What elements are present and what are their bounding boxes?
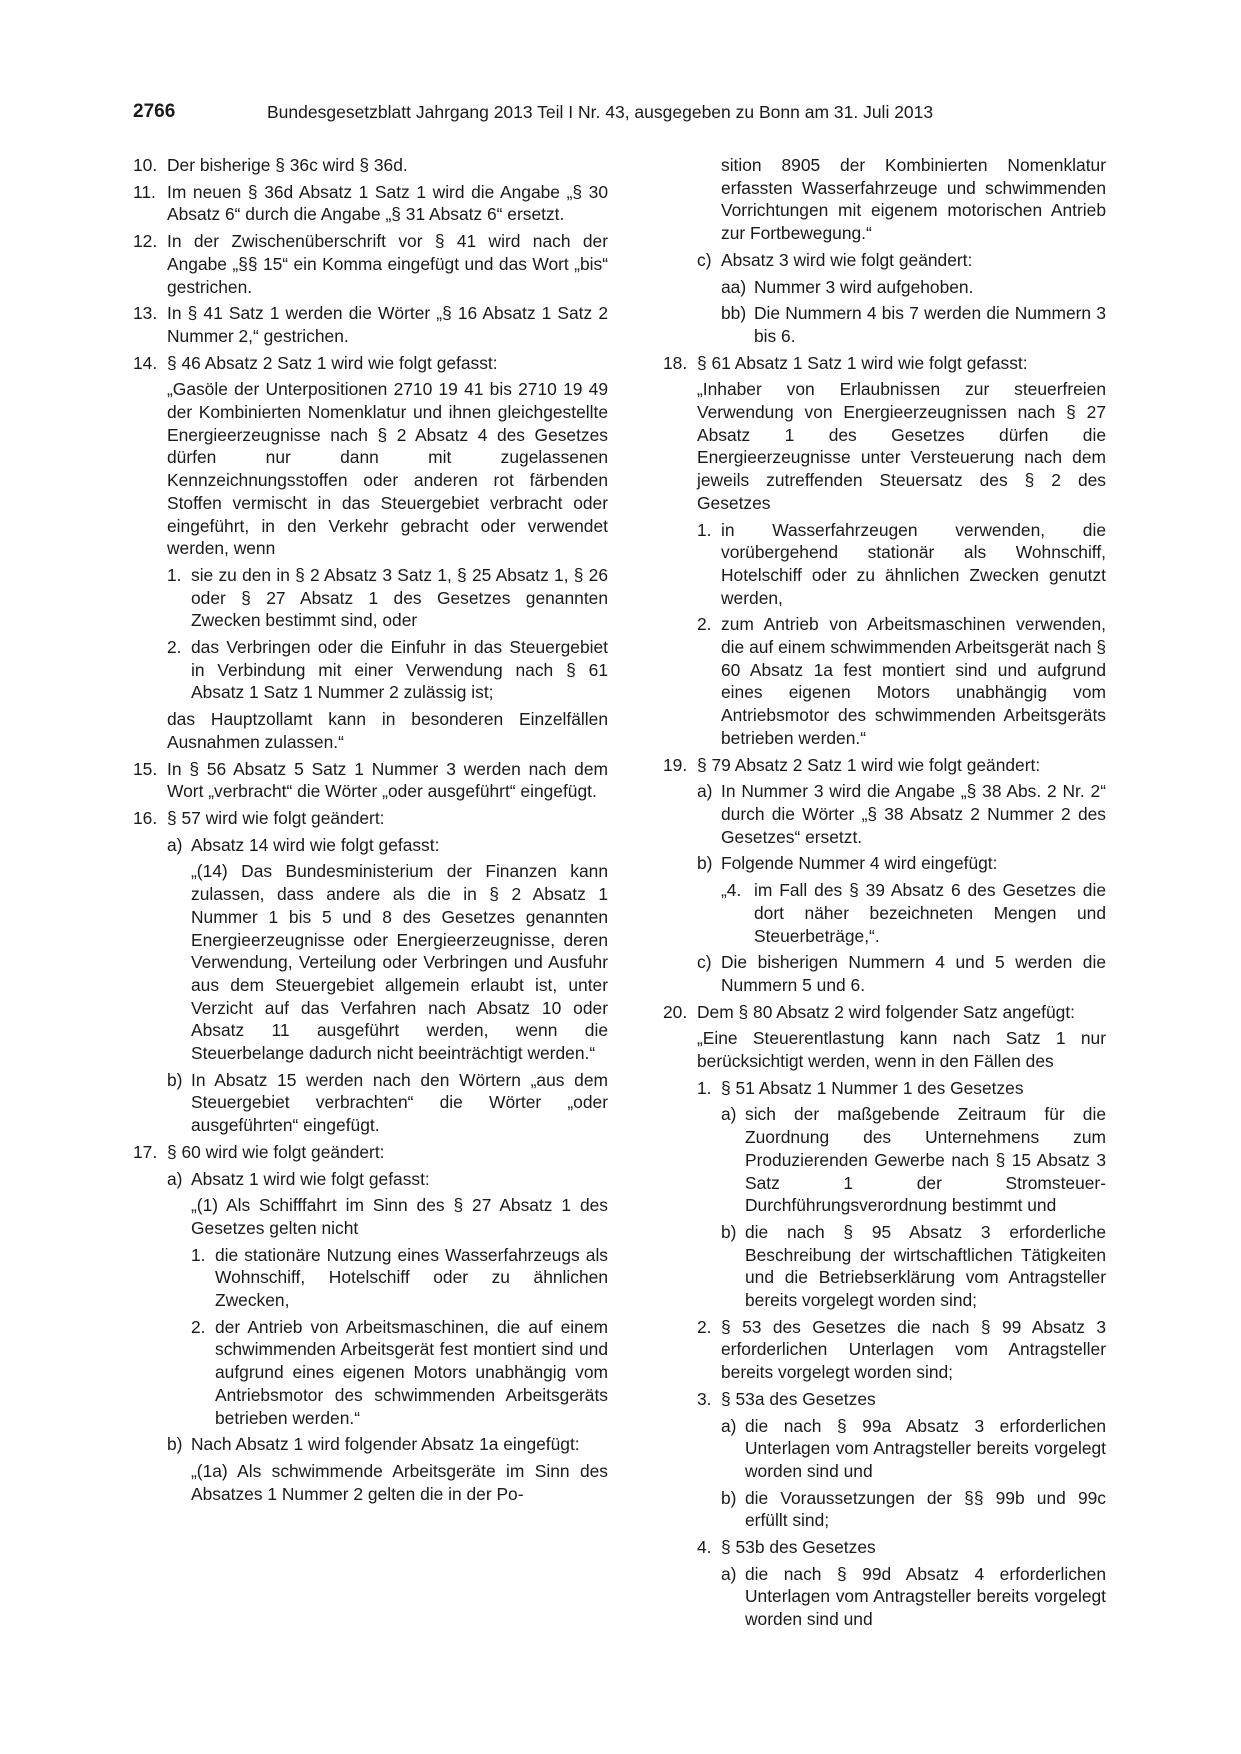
list-item-16 <box>133 807 608 830</box>
item-number: 3. <box>697 1388 712 1409</box>
sub-item-b <box>697 852 1106 875</box>
sub-item-3 <box>697 1388 1106 1411</box>
sub-item-a <box>167 834 608 857</box>
item-number: 1. <box>167 564 182 585</box>
item-number: 20. <box>663 1001 688 1022</box>
item-text: § 46 Absatz 2 Satz 1 wird wie folgt gefasst: <box>167 352 498 373</box>
item-number: 17. <box>133 1141 158 1162</box>
item-number: „4. <box>721 880 742 901</box>
left-column <box>133 154 608 1509</box>
sub-item-a <box>167 1168 608 1191</box>
item-19-body <box>663 780 1106 996</box>
item-text: Nummer 3 wird aufgehoben. <box>754 276 974 297</box>
item-text: § 51 Absatz 1 Nummer 1 des Gesetzes <box>721 1077 1024 1098</box>
sub-sub-list <box>697 1415 1106 1533</box>
item-letter: a) <box>697 781 713 802</box>
sub-item-b <box>721 1487 1106 1532</box>
list-item-19 <box>663 754 1106 777</box>
item-text: Folgende Nummer 4 wird eingefügt: <box>721 853 998 874</box>
item-text: Der bisherige § 36c wird § 36d. <box>167 155 408 175</box>
sub-item-4 <box>697 1536 1106 1559</box>
sub-item-1 <box>697 519 1106 610</box>
sub-item-2 <box>697 1316 1106 1384</box>
sub-item-a <box>697 780 1106 848</box>
sub-item-b <box>167 1433 608 1456</box>
item-number: 12. <box>133 231 158 252</box>
item-number: 1. <box>191 1244 206 1265</box>
item-17c <box>663 249 1106 348</box>
item-letter: b) <box>167 1434 183 1455</box>
sub-item-b <box>167 1069 608 1137</box>
item-letter: a) <box>167 834 183 855</box>
item-text: In § 41 Satz 1 werden die Wörter „§ 16 Absatz 1 Satz 2 Nummer 2,“ gestrichen. <box>167 303 608 346</box>
sub-item-2 <box>191 1316 608 1430</box>
list-item-20 <box>663 1001 1106 1024</box>
item-number: 16. <box>133 807 158 828</box>
sub-item-c <box>697 951 1106 996</box>
right-column <box>663 154 1106 1635</box>
sub-item-a <box>721 1563 1106 1631</box>
sub-item-aa <box>721 276 1106 299</box>
item-text: Absatz 3 wird wie folgt geändert: <box>721 249 973 270</box>
item-text: sie zu den in § 2 Absatz 3 Satz 1, § 25 Absatz 1, § 26 oder § 27 Absatz 1 des Gesetzes genannten Zwecken bestimmt sind, oder <box>191 564 608 631</box>
item-number: 13. <box>133 303 158 324</box>
sub-item-b <box>721 1221 1106 1312</box>
item-text: im Fall des § 39 Absatz 6 des Gesetzes die dort näher bezeichneten Mengen und Steuerbeträge,“. <box>754 880 1106 946</box>
item-letter: a) <box>721 1415 737 1436</box>
list-item-17 <box>133 1141 608 1164</box>
list-item-18 <box>663 352 1106 375</box>
item-17-body <box>133 1168 608 1506</box>
item-letter: b) <box>167 1069 183 1090</box>
sub-sub-list <box>697 1563 1106 1631</box>
item-number: 19. <box>663 754 688 775</box>
quoted-text: „(14) Das Bundesministerium der Finanzen kann zulassen, dass andere als die in § 2 Absatz 1 Nummer 1 bis 5 und 8 des Gesetzes genannten Energieerzeugnisse oder Energieerzeugnisse, deren Verwendung, Verteilung oder Verbringen und Ausfuhr aus dem Steuergebiet allgemein erlaubt ist, unter Verzicht auf das Verfahren nach Absatz 10 oder Absatz 11 ausgeführt werden, wenn die Steuerbelange dadurch nicht beeinträchtigt werden.“ <box>191 861 608 1064</box>
item-text: Absatz 14 wird wie folgt gefasst: <box>191 834 440 855</box>
item-number: 18. <box>663 352 688 373</box>
sub-item-bb <box>721 302 1106 347</box>
item-number: 2. <box>167 637 182 658</box>
list-item-13 <box>133 302 608 347</box>
item-text: § 61 Absatz 1 Satz 1 wird wie folgt gefasst: <box>697 352 1028 373</box>
item-text: die nach § 95 Absatz 3 erforderliche Beschreibung der wirtschaftlichen Tätigkeiten und die Betriebserklärung vom Antragsteller bereits vorgelegt worden sind; <box>745 1221 1106 1311</box>
item-text: Nach Absatz 1 wird folgender Absatz 1a eingefügt: <box>191 1434 580 1455</box>
item-text: die nach § 99d Absatz 4 erforderlichen Unterlagen vom Antragsteller bereits vorgelegt worden sind und <box>745 1563 1106 1630</box>
item-letter: b) <box>721 1487 737 1508</box>
item-text: in Wasserfahrzeugen verwenden, die vorübergehend stationär als Wohnschiff, Hotelschiff oder zu ähnlichen Zwecken genutzt werden, <box>721 519 1106 608</box>
item-text: § 79 Absatz 2 Satz 1 wird wie folgt geändert: <box>697 754 1041 775</box>
quote-block <box>167 1194 608 1429</box>
list-item-12 <box>133 230 608 298</box>
item-letter: a) <box>721 1563 737 1584</box>
item-text: In Absatz 15 werden nach den Wörtern „aus dem Steuergebiet verbrachten“ die Wörter „oder ausgeführten“ eingefügt. <box>191 1069 608 1136</box>
item-text: die stationäre Nutzung eines Wasserfahrzeugs als Wohnschiff, Hotelschiff oder zu ähnlichen Zwecken, <box>215 1244 608 1311</box>
item-number: 1. <box>697 1077 712 1098</box>
sub-item-1 <box>191 1244 608 1312</box>
item-text: § 53 des Gesetzes die nach § 99 Absatz 3 erforderlichen Unterlagen vom Antragsteller bereits vorgelegt worden sind; <box>721 1316 1106 1383</box>
sub-item-1 <box>167 564 608 632</box>
item-text: § 53b des Gesetzes <box>721 1537 876 1558</box>
item-number: 1. <box>697 519 712 540</box>
item-text: § 57 wird wie folgt geändert: <box>167 807 385 828</box>
item-letter: b) <box>721 1221 737 1242</box>
item-text: die Voraussetzungen der §§ 99b und 99c erfüllt sind; <box>745 1487 1106 1531</box>
sub-sub-list <box>697 276 1106 348</box>
sub-item-a <box>721 1415 1106 1483</box>
item-text: In der Zwischenüberschrift vor § 41 wird nach der Angabe „§§ 15“ ein Komma eingefügt und das Wort „bis“ gestrichen. <box>167 231 608 297</box>
quoted-text: „Inhaber von Erlaubnissen zur steuerfreien Verwendung von Energieerzeugnissen nach § 27 Absatz 1 des Gesetzes dürfen die Energieerzeugnisse unter Versteuerung nach dem jeweils zutreffenden Steuersatz des § 2 des Gesetzes <box>697 379 1106 513</box>
quoted-item-4 <box>697 879 1106 947</box>
item-text: Im neuen § 36d Absatz 1 Satz 1 wird die Angabe „§ 30 Absatz 6“ durch die Angabe „§ 31 Absatz 6“ ersetzt. <box>167 181 608 225</box>
item-number: 11. <box>133 181 156 202</box>
item-text: das Verbringen oder die Einfuhr in das Steuergebiet in Verbindung mit einer Verwendung nach § 61 Absatz 1 Satz 1 Nummer 2 zulässig ist; <box>191 637 608 703</box>
item-text: sich der maßgebende Zeitraum für die Zuordnung des Unternehmens zum Produzierenden Gewerbe nach § 15 Absatz 3 Satz 1 der Stromsteuer-Durchführungsverordnung bestimmt und <box>745 1104 1106 1216</box>
item-18-body <box>663 378 1106 749</box>
item-text: § 60 wird wie folgt geändert: <box>167 1141 385 1162</box>
item-number: 2. <box>697 614 712 635</box>
closing-text: das Hauptzollamt kann in besonderen Einzelfällen Ausnahmen zulassen.“ <box>167 709 608 752</box>
item-text: Die Nummern 4 bis 7 werden die Nummern 3 bis 6. <box>754 303 1106 346</box>
quoted-text: „Gasöle der Unterpositionen 2710 19 41 bis 2710 19 49 der Kombinierten Nomenklatur und ihnen gleichgestellte Energieerzeugnisse nach § 2 Absatz 4 des Gesetzes dürfen nur dann mit zugelassenen Kennzeichnungsstoffen oder anderen rot färbenden Stoffen vermischt in das Steuergebiet verbracht oder eingeführt, in den Verkehr gebracht oder verwendet werden, wenn <box>167 379 608 559</box>
item-14-body <box>133 378 608 753</box>
list-item-10 <box>133 154 608 177</box>
quoted-text: „(1) Als Schifffahrt im Sinn des § 27 Absatz 1 des Gesetzes gelten nicht <box>191 1195 608 1238</box>
item-number: 2. <box>697 1316 712 1337</box>
page-header <box>133 101 975 131</box>
page-number: 2766 <box>133 101 176 122</box>
item-letter: a) <box>167 1168 183 1189</box>
item-number: 4. <box>697 1537 712 1558</box>
running-title: Bundesgesetzblatt Jahrgang 2013 Teil I Nr. 43, ausgegeben zu Bonn am 31. Juli 2013 <box>267 102 934 122</box>
sub-sub-list <box>697 1103 1106 1311</box>
list-item-15 <box>133 758 608 803</box>
item-letter: b) <box>697 853 713 874</box>
item-text: § 53a des Gesetzes <box>721 1388 876 1409</box>
quoted-text: „Eine Steuerentlastung kann nach Satz 1 nur berücksichtigt werden, wenn in den Fällen des <box>697 1028 1106 1072</box>
item-text: In Nummer 3 wird die Angabe „§ 38 Abs. 2 Nr. 2“ durch die Wörter „§ 38 Absatz 2 Nummer 2 des Gesetzes“ ersetzt. <box>721 781 1106 847</box>
sub-item-2 <box>697 613 1106 749</box>
item-number: 2. <box>191 1316 206 1337</box>
item-letter: bb) <box>721 303 747 324</box>
item-text: In § 56 Absatz 5 Satz 1 Nummer 3 werden nach dem Wort „verbracht“ die Wörter „oder ausgeführt“ eingefügt. <box>167 758 608 802</box>
item-number: 10. <box>133 155 158 175</box>
item-20-body <box>663 1027 1106 1631</box>
sub-item-2 <box>167 636 608 704</box>
item-text: Die bisherigen Nummern 4 und 5 werden die Nummern 5 und 6. <box>721 952 1106 995</box>
item-text: zum Antrieb von Arbeitsmaschinen verwenden, die auf einem schwimmenden Arbeitsgerät nach § 60 Absatz 1a fest montiert sind und aufgrund eines eigenen Motors unabhängig vom Antriebsmotor des schwimmenden Arbeitsgeräts betrieben werden.“ <box>721 614 1106 748</box>
sub-item-c <box>697 249 1106 272</box>
item-16-body <box>133 834 608 1137</box>
item-letter: a) <box>721 1104 737 1125</box>
list-item-14 <box>133 352 608 375</box>
sub-item-1 <box>697 1077 1106 1100</box>
continued-text: sition 8905 der Kombinierten Nomenklatur erfassten Wasserfahrzeuge und schwimmenden Vorrichtungen mit eigenem motorischen Antrieb zur Fortbewegung.“ <box>721 155 1106 244</box>
item-letter: c) <box>697 952 712 973</box>
item-text: Dem § 80 Absatz 2 wird folgender Satz angefügt: <box>697 1001 1075 1022</box>
item-number: 15. <box>133 758 158 779</box>
item-text: die nach § 99a Absatz 3 erforderlichen Unterlagen vom Antragsteller bereits vorgelegt worden sind und <box>745 1415 1106 1481</box>
item-text: der Antrieb von Arbeitsmaschinen, die auf einem schwimmenden Arbeitsgerät fest montiert sind und aufgrund eines eigenen Motors unabhängig vom Antriebsmotor des schwimmenden Arbeitsgeräts betrieben werden.“ <box>215 1316 608 1428</box>
sub-item-a <box>721 1103 1106 1217</box>
item-letter: c) <box>697 249 712 270</box>
list-item-11 <box>133 181 608 226</box>
item-letter: aa) <box>721 276 747 297</box>
item-number: 14. <box>133 352 158 373</box>
item-text: Absatz 1 wird wie folgt gefasst: <box>191 1168 430 1189</box>
quoted-text: „(1a) Als schwimmende Arbeitsgeräte im Sinn des Absatzes 1 Nummer 2 gelten die in der Po- <box>191 1460 608 1504</box>
